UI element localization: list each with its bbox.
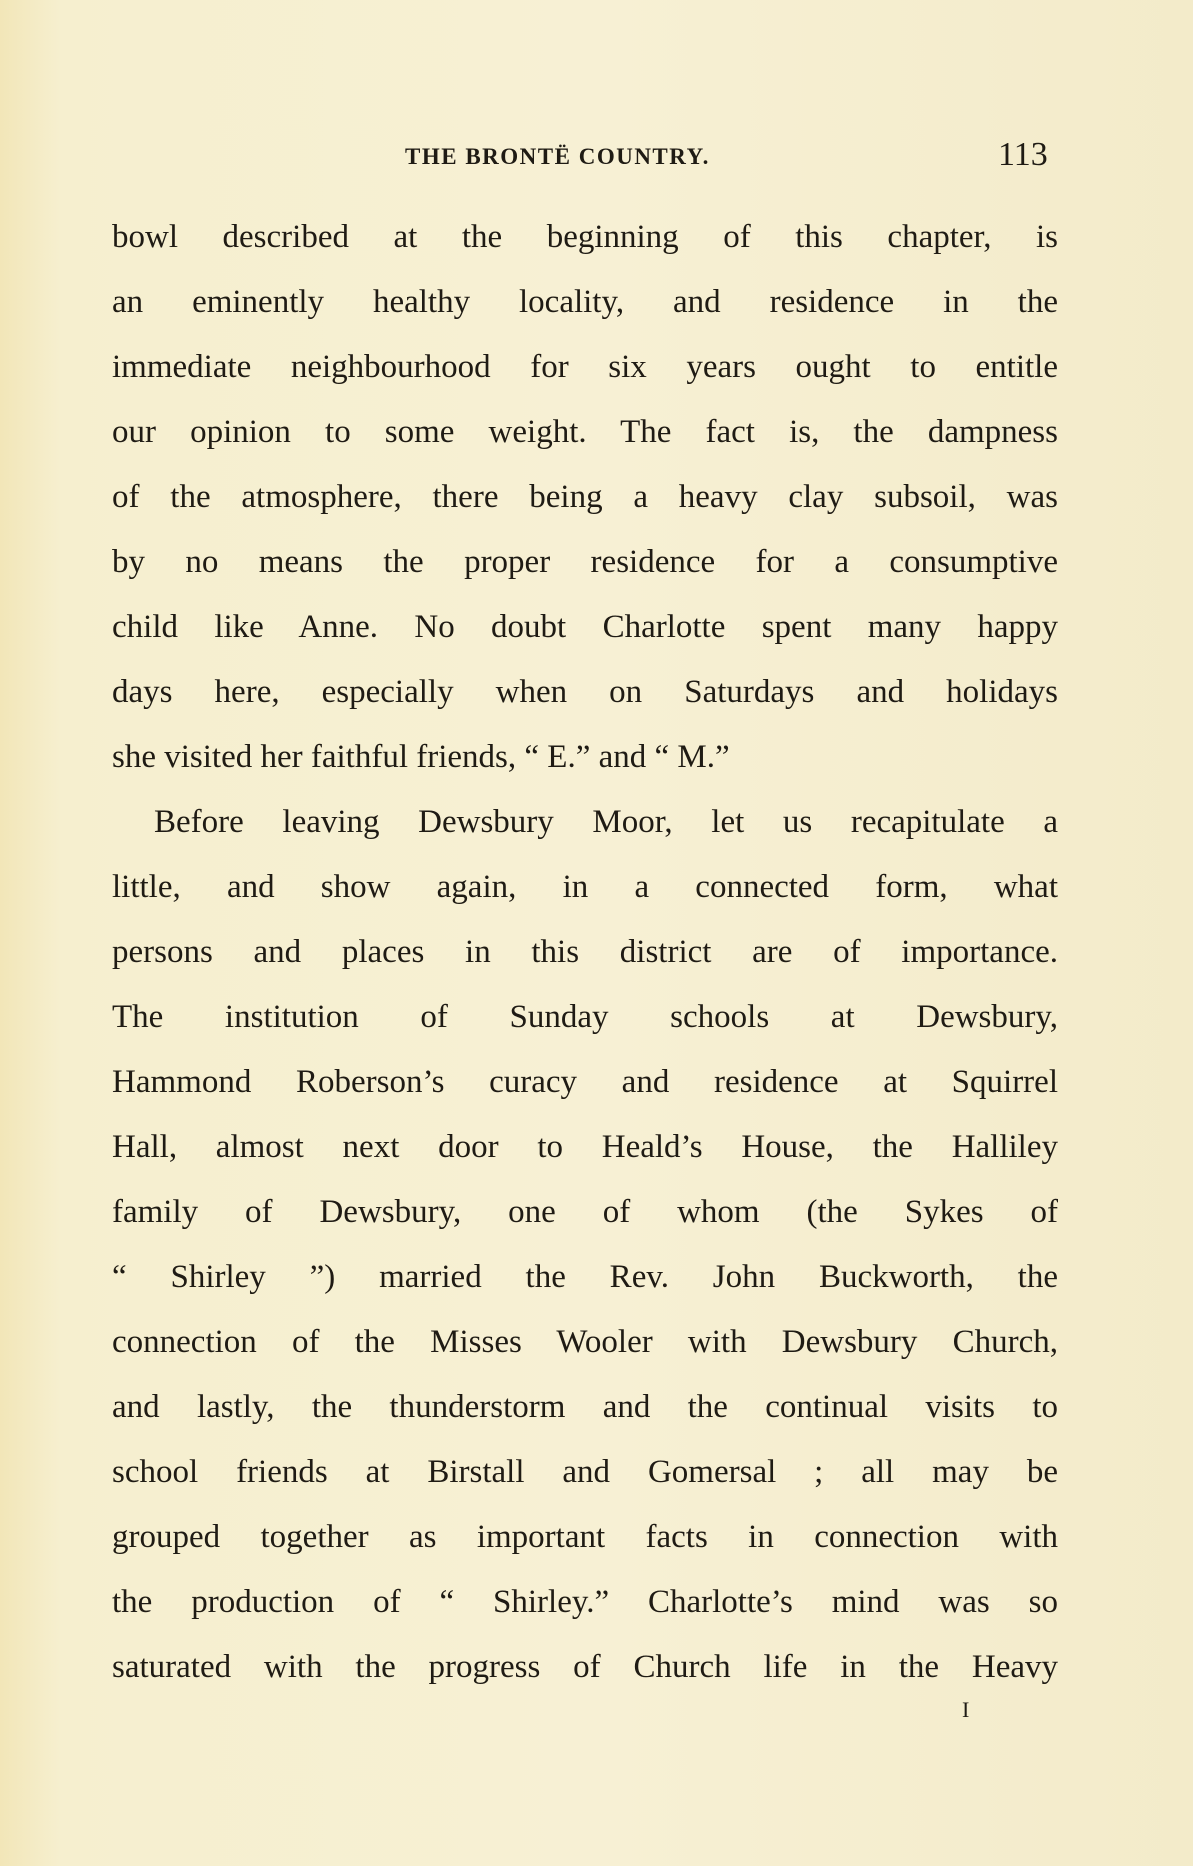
text-line: she visited her faithful friends, “ E.” and “ M.”: [112, 739, 730, 775]
body-text: [112, 205, 1058, 1700]
text-line: grouped together as important facts in connection with: [112, 1519, 1058, 1555]
text-line: bowl described at the beginning of this chapter, is: [112, 219, 1058, 255]
text-line: and lastly, the thunderstorm and the continual visits to: [112, 1389, 1058, 1425]
paragraph-start-line: Before leaving Dewsbury Moor, let us recapitulate a: [154, 804, 1058, 840]
signature-mark: I: [962, 1697, 970, 1722]
text-line: by no means the proper residence for a consumptive: [112, 544, 1058, 580]
text-line: an eminently healthy locality, and residence in the: [112, 284, 1058, 320]
text-line: school friends at Birstall and Gomersal ; all may be: [112, 1454, 1058, 1490]
text-line: the production of “ Shirley.” Charlotte’s mind was so: [112, 1584, 1058, 1620]
running-head: THE BRONTË COUNTRY.: [405, 144, 710, 169]
text-line: saturated with the progress of Church life in the Heavy: [112, 1649, 1058, 1685]
text-line: child like Anne. No doubt Charlotte spent many happy: [112, 609, 1058, 645]
text-line: “ Shirley ”) married the Rev. John Buckworth, the: [112, 1259, 1058, 1295]
text-line: of the atmosphere, there being a heavy clay subsoil, was: [112, 479, 1058, 515]
text-line: Hammond Roberson’s curacy and residence at Squirrel: [112, 1064, 1058, 1100]
text-line: connection of the Misses Wooler with Dewsbury Church,: [112, 1324, 1058, 1360]
text-line: The institution of Sunday schools at Dewsbury,: [112, 999, 1058, 1035]
page-header: [0, 128, 1193, 178]
text-line: Hall, almost next door to Heald’s House, the Halliley: [112, 1129, 1058, 1165]
text-line: family of Dewsbury, one of whom (the Sykes of: [112, 1194, 1058, 1230]
page-number: 113: [998, 136, 1048, 173]
text-line: little, and show again, in a connected form, what: [112, 869, 1058, 905]
text-line: immediate neighbourhood for six years ought to entitle: [112, 349, 1058, 385]
text-line: persons and places in this district are of importance.: [112, 934, 1058, 970]
text-line: our opinion to some weight. The fact is, the dampness: [112, 414, 1058, 450]
text-line: days here, especially when on Saturdays and holidays: [112, 674, 1058, 710]
